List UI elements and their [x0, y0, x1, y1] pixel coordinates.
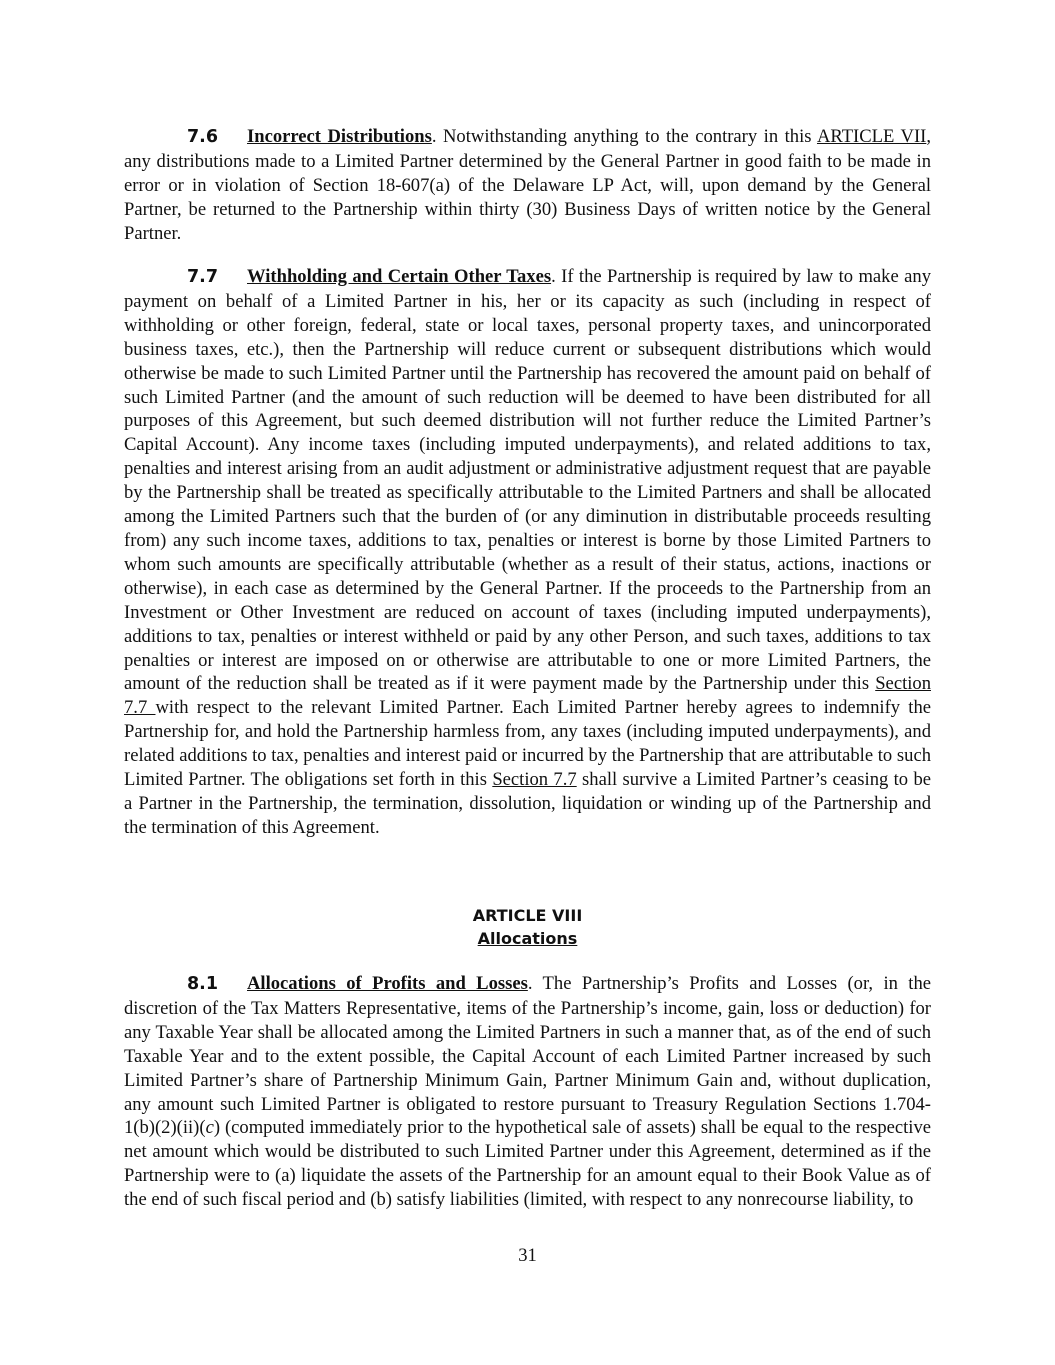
section-7-7-text-2: with respect to the relevant Limited Partner. Each Limited Partner hereby agrees to indemnify the Partnership for, and hold the Partnership harmless from, any taxes (including imputed underpayments), and related additions to tax, penalties and interest paid or incurred by the Partnership that are attributable to such Limited Partner. The obligations set forth in this: [124, 697, 932, 791]
section-7-7-text-1: . If the Partnership is required by law to make any payment on behalf of a Limited Partner in his, her or its capacity as such (including in respect of withholding or other foreign, federal, state or local taxes, personal property taxes, and unincorporated business taxes, etc.), then the Partnership will reduce current or subsequent distributions which would otherwise be made to such Limited Partner until the Partnership has recovered the amount paid on behalf of such Limited Partner (and the amount of such reduction will be deemed to have been distributed for all purposes of this Agreement, but such deemed distribution will not further reduce the Limited Partner’s Capital Account). Any income taxes (including imputed underpayments), and related additions to tax, penalties and interest arising from an audit adjustment or administrative adjustment request that are payable by the Partnership shall be treated as specifically attributable to the Limited Partners and shall be allocated among the Limited Partners such that the burden of (or any diminution in distributable proceeds resulting from) any such income taxes, additions to tax, penalties or interest is borne by those Limited Partners to whom such amounts are specifically attributable (whether as a result of their status, actions, inactions or otherwise), in each case as determined by the General Partner. If the proceeds to the Partnership from an Investment or Other Investment are reduced on account of taxes (including imputed underpayments), additions to tax, penalties or interest withheld or paid by any other Person, and such taxes, additions to tax penalties or interest are imposed on or otherwise are attributable to one or more Limited Partners, the amount of the reduction shall be treated as if it were payment made by the Partnership under this: [124, 266, 931, 695]
section-8-1-title: Allocations of Profits and Losses: [247, 973, 528, 994]
section-7-7-number: 7.7: [187, 267, 219, 287]
section-8-1-text-2: ) (computed immediately prior to the hypothetical sale of assets) shall be equal to the respective net amount which would be distributed to such Limited Partner under this Agreement, determined as if the Partnership were to (a) liquidate the assets of the Partnership for an amount equal to their Book Value as of the end of such fiscal period and (b) satisfy liabilities (limited, with respect to any nonrecourse liability, to: [124, 1117, 931, 1211]
section-7-7-reference-2: Section 7.7: [492, 769, 577, 791]
section-8-1-paragraph: [124, 972, 931, 1212]
article-heading: ARTICLE VIII: [472, 906, 583, 925]
article-viii-heading-block: [124, 904, 931, 950]
section-8-1-italic-c: c: [205, 1117, 214, 1139]
article-vii-reference: ARTICLE VII: [816, 126, 927, 147]
section-7-6-number: 7.6: [187, 127, 219, 147]
section-8-1-text-1: . The Partnership’s Profits and Losses (or, in the discretion of the Tax Matters Representative, items of the Partnership’s income, gain, loss or deduction) for any Taxable Year shall be allocated among the Limited Partners in such a manner that, as of the end of such Taxable Year and to the extent possible, the Capital Account of each Limited Partner increased by such Limited Partner’s share of Partnership Minimum Gain, Partner Minimum Gain and, without duplication, any amount such Limited Partner is obligated to restore pursuant to Treasury Regulation Sections 1.704-1(b)(2)(ii)(: [124, 973, 931, 1139]
section-7-6-paragraph: [124, 125, 931, 246]
section-7-6-title: Incorrect Distributions: [247, 126, 432, 147]
section-7-6-text-1: . Notwithstanding anything to the contrary in this: [431, 126, 817, 147]
section-7-7-text-3: shall survive a Limited Partner’s ceasing to be a Partner in the Partnership, the termination, dissolution, liquidation or winding up of the Partnership and the termination of this Agreement.: [124, 769, 931, 838]
section-7-7-paragraph: [124, 265, 931, 840]
section-7-6-text-2: , any distributions made to a Limited Partner determined by the General Partner in good faith to be made in error or in violation of Section 18-607(a) of the Delaware LP Act, will, upon demand by the General Partner, be returned to the Partnership within thirty (30) Business Days of written notice by the General Partner.: [124, 126, 931, 244]
section-8-1-number: 8.1: [187, 974, 219, 994]
page-number: 31: [518, 1245, 537, 1266]
section-7-7-reference-1: Section 7.7: [124, 673, 931, 719]
article-subheading: Allocations: [477, 929, 578, 948]
section-7-7-title: Withholding and Certain Other Taxes: [247, 266, 552, 287]
